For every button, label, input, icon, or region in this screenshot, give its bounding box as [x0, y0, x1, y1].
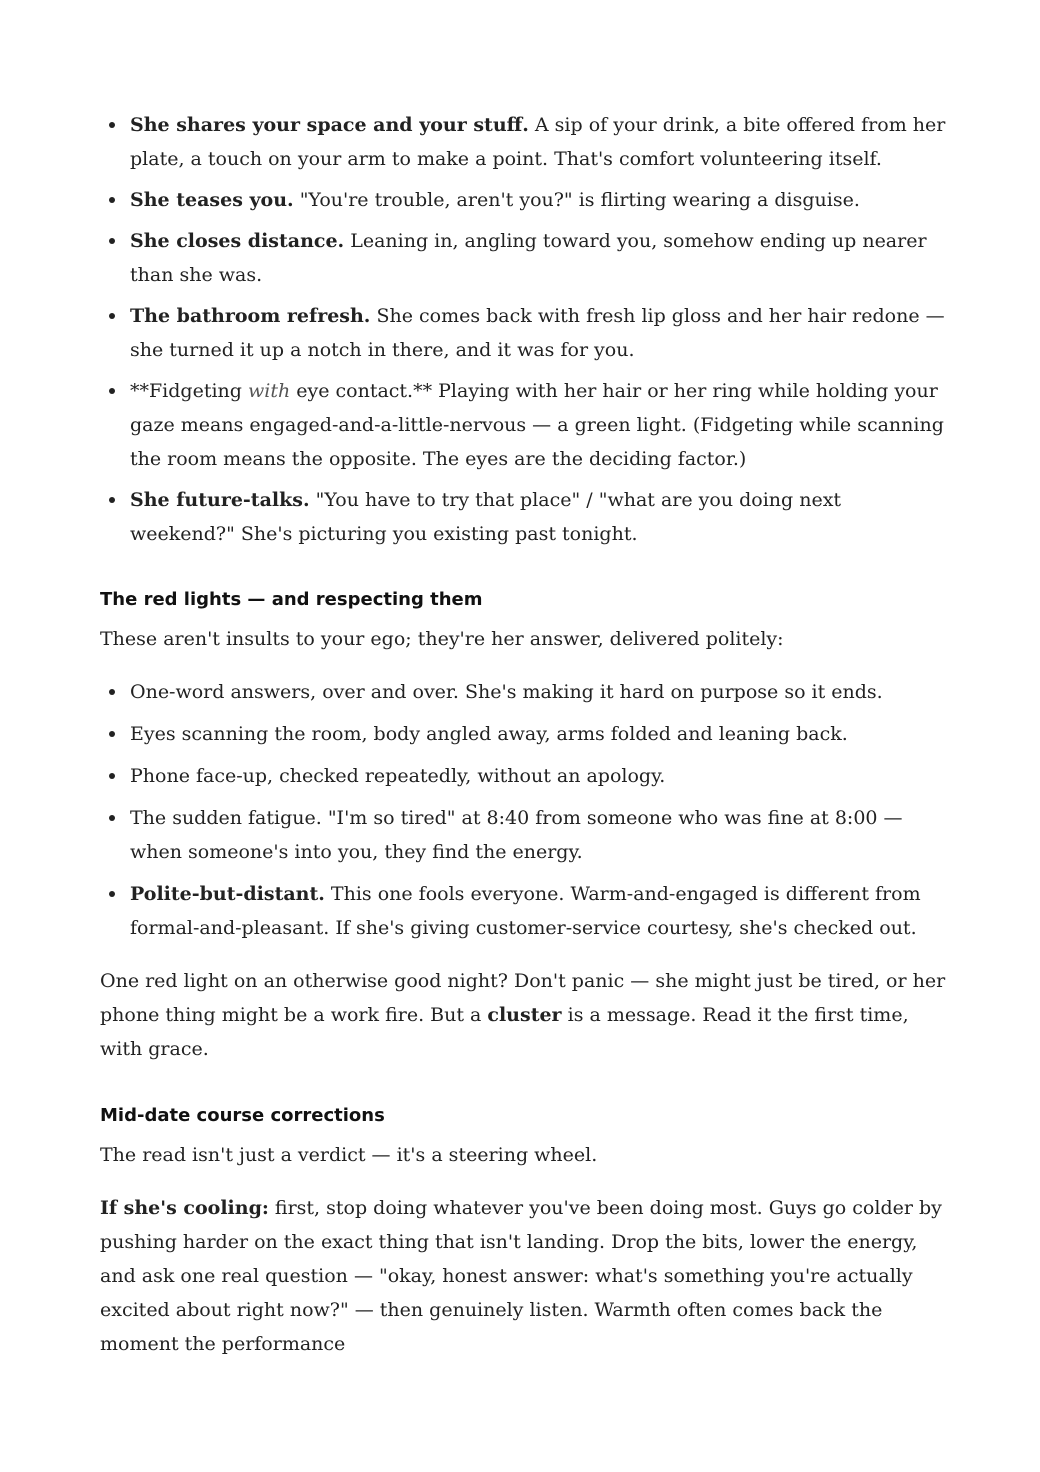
- list-item: [100, 483, 950, 551]
- list-item-text: "You have to try that place" / "what are you doing next weekend?" She's picturing you existing past tonight.: [130, 489, 842, 545]
- paragraph-text: first, stop doing whatever you've been doing most. Guys go colder by pushing harder on the exact thing that isn't landing. Drop the bits, lower the energy, and ask one real question — "okay, honest answer: what's something you're actually excited about right now?" — then genuinely listen. Warmth often comes back the moment the performance: [100, 1197, 942, 1355]
- section-heading-red-lights: The red lights — and respecting them: [100, 589, 483, 610]
- list-item-lead: She teases you.: [130, 189, 294, 211]
- list-item: [100, 374, 950, 476]
- list-item-emphasis: with: [247, 380, 291, 402]
- list-item-text: She comes back with fresh lip gloss and her hair redone — she turned it up a notch in there, and it was for you.: [130, 305, 945, 361]
- list-item: [100, 183, 950, 217]
- list-item-text: This one fools everyone. Warm-and-engaged is different from formal-and-pleasant. If she's giving customer-service courtesy, she's checked out.: [130, 883, 921, 939]
- list-item: [100, 801, 950, 869]
- list-item-lead: She shares your space and your stuff.: [130, 114, 529, 136]
- emphasis-cluster: cluster: [487, 1004, 562, 1026]
- list-item-text: A sip of your drink, a bite offered from her plate, a touch on your arm to make a point. That's comfort volunteering itself.: [130, 114, 946, 170]
- list-item-lead: She closes distance.: [130, 230, 345, 252]
- list-item-prefix: **Fidgeting: [130, 380, 248, 402]
- cooling-paragraph: [100, 1191, 950, 1361]
- list-item-lead: She future-talks.: [130, 489, 310, 511]
- list-item-text: Eyes scanning the room, body angled away, arms folded and leaning back.: [130, 723, 848, 745]
- green-lights-list: [100, 108, 950, 551]
- list-item: [100, 299, 950, 367]
- list-item: [100, 759, 950, 793]
- list-item: [100, 675, 950, 709]
- document-page: [100, 108, 950, 1361]
- list-item-lead: Polite-but-distant.: [130, 883, 325, 905]
- list-item: [100, 224, 950, 292]
- list-item-text: One-word answers, over and over. She's making it hard on purpose so it ends.: [130, 681, 883, 703]
- list-item-text: Leaning in, angling toward you, somehow ending up nearer than she was.: [130, 230, 927, 286]
- list-item-text: Phone face-up, checked repeatedly, without an apology.: [130, 765, 666, 787]
- list-item: [100, 717, 950, 751]
- paragraph-text: One red light on an otherwise good night? Don't panic — she might just be tired, or her phone thing might be a work fire. But a: [100, 970, 946, 1026]
- list-item-text: "You're trouble, aren't you?" is flirting wearing a disguise.: [293, 189, 860, 211]
- red-lights-outro: [100, 964, 950, 1066]
- red-lights-intro: These aren't insults to your ego; they're her answer, delivered politely:: [100, 628, 784, 650]
- list-item: [100, 877, 950, 945]
- list-item-text: The sudden fatigue. "I'm so tired" at 8:40 from someone who was fine at 8:00 — when someone's into you, they find the energy.: [130, 807, 903, 863]
- paragraph-lead: If she's cooling:: [100, 1197, 269, 1219]
- list-item-lead: The bathroom refresh.: [130, 305, 371, 327]
- paragraph-text: is a message. Read it the first time, with grace.: [100, 1004, 909, 1060]
- list-item-text: eye contact.** Playing with her hair or her ring while holding your gaze means engaged-and-a-little-nervous — a green light. (Fidgeting while scanning the room means the opposite. The eyes are the deciding factor.): [130, 380, 944, 470]
- course-corrections-intro: The read isn't just a verdict — it's a steering wheel.: [100, 1144, 598, 1166]
- list-item: [100, 108, 950, 176]
- red-lights-list: [100, 675, 950, 945]
- section-heading-course-corrections: Mid-date course corrections: [100, 1105, 385, 1126]
